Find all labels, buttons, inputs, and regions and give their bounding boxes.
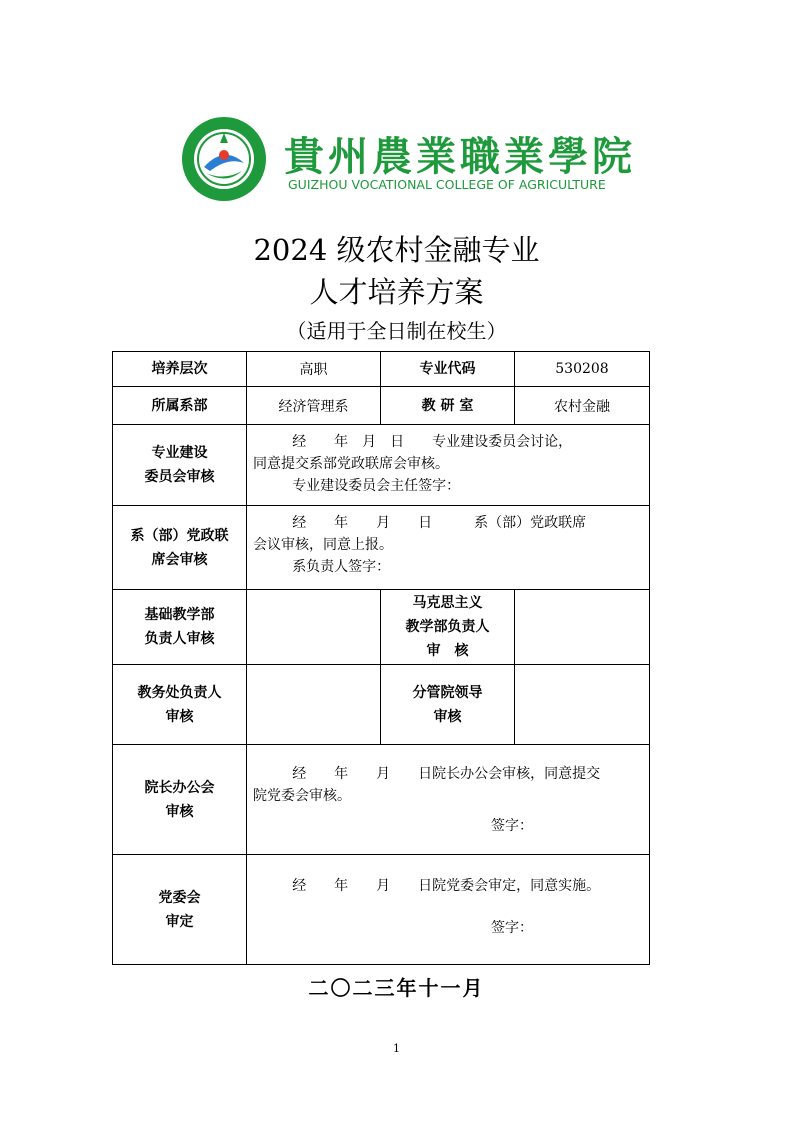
president-text-line1: 经 年 月 日院长办公会审核，同意提交 <box>292 766 601 782</box>
committee-text-line1: 经 年 月 日 专业建设委员会讨论， <box>292 434 573 450</box>
code-label: 专业代码 <box>381 352 515 387</box>
college-logo <box>180 115 636 205</box>
party-label-line1: 系（部）党政联 <box>130 527 229 544</box>
table-row <box>113 425 650 506</box>
office-label: 教 研 室 <box>381 387 515 425</box>
committee2-signature: 签字： <box>491 920 533 936</box>
college-emblem-icon <box>180 115 268 203</box>
affairs-sign-cell <box>247 665 381 745</box>
college-name-en: GUIZHOU VOCATIONAL COLLEGE OF AGRICULTURE <box>288 177 606 192</box>
party-text-line1: 经 年 月 日 系（部）党政联席 <box>292 515 587 531</box>
marx-dept-sign-cell <box>515 590 650 665</box>
table-row <box>113 665 650 745</box>
committee-text <box>247 425 650 506</box>
committee-label-line2: 委员会审核 <box>144 469 215 485</box>
party-text-line3: 系负责人签字： <box>292 559 391 575</box>
committee2-text <box>247 855 650 965</box>
leader-sign-cell <box>515 665 650 745</box>
party-text <box>247 506 650 590</box>
marx-dept-label-line1: 马克思主义 <box>412 595 483 611</box>
leader-label-line1: 分管院领导 <box>412 684 483 701</box>
document-subtitle: （适用于全日制在校生） <box>286 319 507 343</box>
basic-dept-label-line2: 负责人审核 <box>144 631 215 647</box>
committee2-label-line1: 党委会 <box>158 889 201 906</box>
leader-label <box>381 665 515 745</box>
basic-dept-sign-cell <box>247 590 381 665</box>
president-label <box>113 745 247 855</box>
document-title-line1: 2024 级农村金融专业 <box>253 233 540 267</box>
dept-label: 所属系部 <box>113 387 247 425</box>
affairs-label-line1: 教务处负责人 <box>137 684 222 701</box>
table-row <box>113 352 650 387</box>
committee2-label <box>113 855 247 965</box>
document-date: 二〇二三年十一月 <box>308 976 485 1000</box>
office-value: 农村金融 <box>515 387 650 425</box>
committee-text-line3: 专业建设委员会主任签字： <box>292 478 461 494</box>
committee2-label-line2: 审定 <box>165 913 194 930</box>
committee-label <box>113 425 247 506</box>
table-row <box>113 590 650 665</box>
affairs-label-line2: 审核 <box>165 708 194 725</box>
table-row <box>113 506 650 590</box>
president-text <box>247 745 650 855</box>
code-value: 530208 <box>515 352 650 387</box>
dept-value: 经济管理系 <box>247 387 381 425</box>
president-text-line2: 院党委会审核。 <box>253 788 351 804</box>
table-row <box>113 387 650 425</box>
party-label-line2: 席会审核 <box>151 551 208 568</box>
page-number: 1 <box>393 1042 400 1055</box>
document-title-line2: 人才培养方案 <box>309 275 484 309</box>
committee2-text-line1: 经 年 月 日院党委会审定，同意实施。 <box>292 878 601 894</box>
party-text-line2: 会议审核，同意上报。 <box>253 537 393 553</box>
basic-dept-label-line1: 基础教学部 <box>144 607 215 623</box>
level-value: 高职 <box>247 352 381 387</box>
level-label: 培养层次 <box>113 352 247 387</box>
marx-dept-label-line3: 审 核 <box>426 643 469 659</box>
committee-label-line1: 专业建设 <box>151 445 208 461</box>
table-row <box>113 745 650 855</box>
committee-text-line2: 同意提交系部党政联席会审核。 <box>253 456 449 472</box>
basic-dept-label <box>113 590 247 665</box>
president-signature: 签字： <box>491 818 533 834</box>
president-label-line2: 审核 <box>165 803 194 820</box>
leader-label-line2: 审核 <box>433 708 462 725</box>
college-name-cn: 貴州農業職業學院 <box>284 133 636 180</box>
president-label-line1: 院长办公会 <box>144 779 215 796</box>
marx-dept-label-line2: 教学部负责人 <box>405 619 490 635</box>
approval-form-table <box>112 351 650 965</box>
affairs-label <box>113 665 247 745</box>
party-label <box>113 506 247 590</box>
table-row <box>113 855 650 965</box>
marx-dept-label <box>381 590 515 665</box>
